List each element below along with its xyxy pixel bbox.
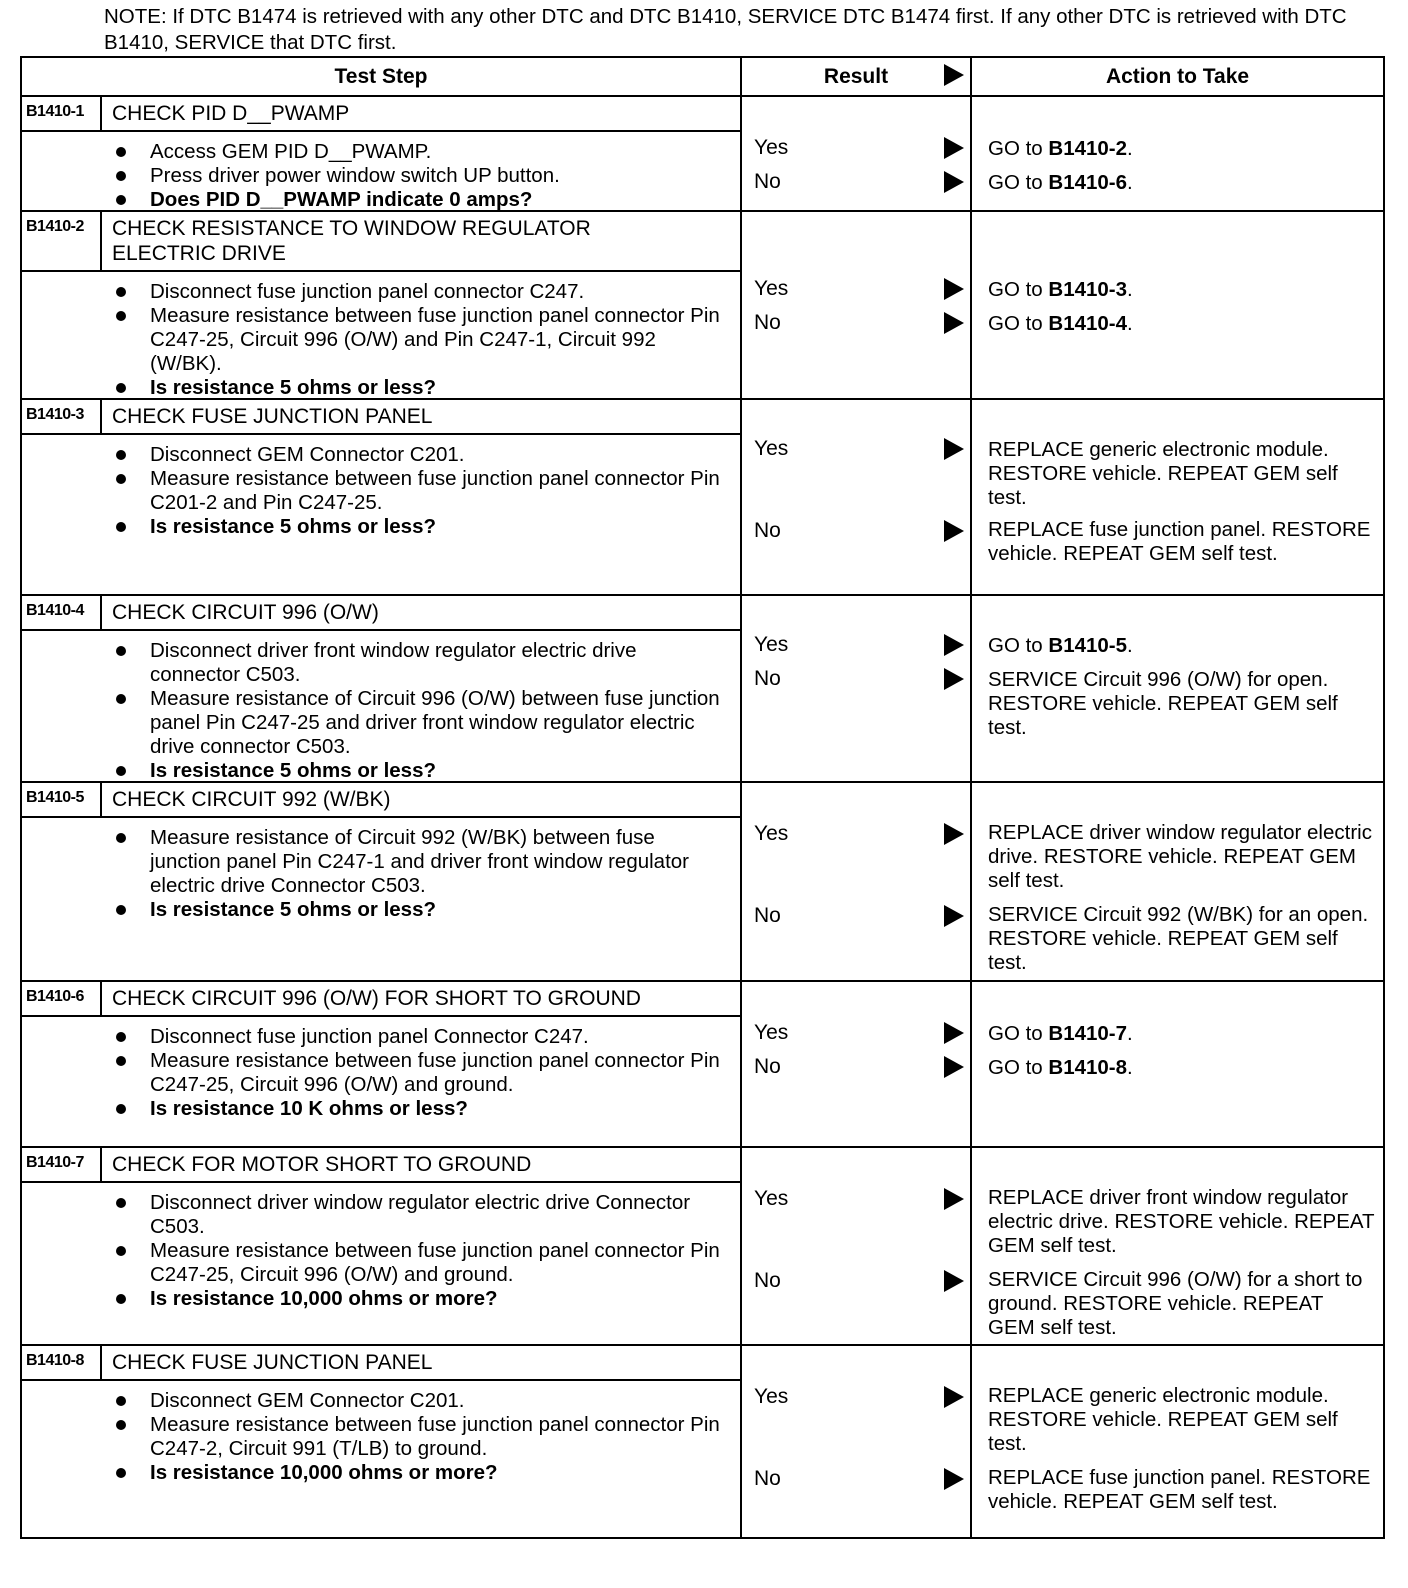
arrow-right-icon (944, 520, 964, 542)
result-yes: Yes (754, 822, 789, 845)
result-yes: Yes (754, 136, 789, 159)
result-yes: Yes (754, 1187, 789, 1210)
result-no: No (754, 904, 781, 927)
step-question: Is resistance 10,000 ohms or more? (150, 1461, 730, 1485)
result-no: No (754, 519, 781, 542)
arrow-right-icon (944, 1022, 964, 1044)
table-row (22, 596, 1383, 783)
list-item: Disconnect GEM Connector C201. (150, 443, 730, 467)
step-id: B1410-2 (22, 212, 102, 270)
step-instructions (22, 132, 740, 220)
test-step-cell (22, 982, 742, 1146)
action-cell (972, 212, 1383, 398)
yes-action: GO to B1410-3. (988, 278, 1133, 301)
header-result-label: Result (823, 64, 889, 88)
result-cell (742, 596, 972, 781)
step-question: Is resistance 5 ohms or less? (150, 898, 730, 922)
list-item: Measure resistance between fuse junction panel connector Pin C247-25, Circuit 996 (O/W) and ground. (150, 1239, 730, 1287)
list-item: Press driver power window switch UP button. (150, 164, 730, 188)
arrow-right-icon (944, 823, 964, 845)
step-question: Is resistance 5 ohms or less? (150, 376, 730, 400)
no-action: GO to B1410-6. (988, 171, 1133, 194)
step-id: B1410-6 (22, 982, 102, 1015)
list-item: Measure resistance between fuse junction panel connector Pin C247-25, Circuit 996 (O/W) and Pin C247-1, Circuit 992 (W/BK). (150, 304, 730, 376)
list-item: Measure resistance between fuse junction panel connector Pin C247-25, Circuit 996 (O/W) and ground. (150, 1049, 730, 1097)
result-no: No (754, 667, 781, 690)
list-item: Disconnect driver window regulator electric drive Connector C503. (150, 1191, 730, 1239)
result-cell (742, 400, 972, 594)
list-item: Measure resistance of Circuit 996 (O/W) between fuse junction panel Pin C247-25 and driver front window regulator electric drive connector C503. (150, 687, 730, 759)
result-yes: Yes (754, 437, 789, 460)
result-cell (742, 1346, 972, 1537)
table-row (22, 212, 1383, 400)
step-instructions (22, 435, 740, 547)
test-step-cell (22, 1148, 742, 1344)
step-question: Is resistance 10 K ohms or less? (150, 1097, 730, 1121)
step-id: B1410-1 (22, 97, 102, 130)
step-id: B1410-3 (22, 400, 102, 433)
list-item: Disconnect GEM Connector C201. (150, 1389, 730, 1413)
step-question: Is resistance 5 ohms or less? (150, 759, 730, 783)
result-cell (742, 97, 972, 210)
arrow-right-icon (944, 171, 964, 193)
no-action: GO to B1410-8. (988, 1056, 1133, 1079)
result-no: No (754, 1055, 781, 1078)
header-result (742, 58, 972, 95)
list-item: Measure resistance between fuse junction panel connector Pin C247-2, Circuit 991 (T/LB) to ground. (150, 1413, 730, 1461)
result-cell (742, 783, 972, 980)
result-no: No (754, 311, 781, 334)
no-action: SERVICE Circuit 996 (O/W) for open. RESTORE vehicle. REPEAT GEM self test. (988, 668, 1338, 739)
result-cell (742, 212, 972, 398)
list-item: Access GEM PID D__PWAMP. (150, 140, 730, 164)
step-instructions (22, 631, 740, 791)
test-step-cell (22, 400, 742, 594)
arrow-right-icon (944, 668, 964, 690)
arrow-right-icon (944, 634, 964, 656)
header-action: Action to Take (1105, 64, 1250, 88)
table-row (22, 97, 1383, 212)
step-instructions (22, 272, 740, 408)
step-question: Is resistance 5 ohms or less? (150, 515, 730, 539)
step-instructions (22, 1183, 740, 1319)
yes-action: REPLACE driver front window regulator electric drive. RESTORE vehicle. REPEAT GEM self test. (988, 1186, 1375, 1257)
step-title: CHECK CIRCUIT 992 (W/BK) (112, 788, 391, 811)
arrow-right-icon (944, 278, 964, 300)
no-action: REPLACE fuse junction panel. RESTORE vehicle. REPEAT GEM self test. (988, 518, 1371, 565)
action-cell (972, 1148, 1383, 1344)
list-item: Disconnect fuse junction panel Connector C247. (150, 1025, 730, 1049)
yes-action: REPLACE generic electronic module. RESTORE vehicle. REPEAT GEM self test. (988, 438, 1338, 509)
arrow-right-icon (944, 1056, 964, 1078)
no-action: REPLACE fuse junction panel. RESTORE vehicle. REPEAT GEM self test. (988, 1466, 1371, 1513)
note-text: NOTE: If DTC B1474 is retrieved with any other DTC and DTC B1410, SERVICE DTC B1474 first. If any other DTC is retrieved with DTC B1410, SERVICE that DTC first. (104, 5, 1347, 54)
action-cell (972, 97, 1383, 210)
step-title: CHECK FOR MOTOR SHORT TO GROUND (112, 1153, 532, 1176)
result-no: No (754, 1467, 781, 1490)
no-action: GO to B1410-4. (988, 312, 1133, 335)
result-yes: Yes (754, 277, 789, 300)
diagnostic-table (20, 56, 1385, 1539)
yes-action: GO to B1410-7. (988, 1022, 1133, 1045)
test-step-cell (22, 1346, 742, 1537)
action-cell (972, 400, 1383, 594)
list-item: Disconnect fuse junction panel connector C247. (150, 280, 730, 304)
step-question: Is resistance 10,000 ohms or more? (150, 1287, 730, 1311)
arrow-right-icon (944, 1270, 964, 1292)
no-action: SERVICE Circuit 996 (O/W) for a short to ground. RESTORE vehicle. REPEAT GEM self test. (988, 1268, 1363, 1339)
result-cell (742, 982, 972, 1146)
result-no: No (754, 170, 781, 193)
step-title: CHECK PID D__PWAMP (112, 102, 350, 125)
test-step-cell (22, 212, 742, 398)
list-item: Disconnect driver front window regulator electric drive connector C503. (150, 639, 730, 687)
step-title: CHECK FUSE JUNCTION PANEL (112, 405, 433, 428)
yes-action: GO to B1410-5. (988, 634, 1133, 657)
table-row (22, 400, 1383, 596)
yes-action: REPLACE driver window regulator electric drive. RESTORE vehicle. REPEAT GEM self test. (988, 821, 1372, 892)
step-question: Does PID D__PWAMP indicate 0 amps? (150, 188, 730, 212)
step-title: CHECK RESISTANCE TO WINDOW REGULATOR ELECTRIC DRIVE (112, 217, 591, 265)
step-title: CHECK CIRCUIT 996 (O/W) FOR SHORT TO GROUND (112, 987, 641, 1010)
test-step-cell (22, 97, 742, 210)
step-instructions (22, 1017, 740, 1129)
yes-action: REPLACE generic electronic module. RESTORE vehicle. REPEAT GEM self test. (988, 1384, 1338, 1455)
step-title: CHECK FUSE JUNCTION PANEL (112, 1351, 433, 1374)
table-row (22, 982, 1383, 1148)
arrow-right-icon (944, 1468, 964, 1490)
table-row (22, 1346, 1383, 1537)
result-yes: Yes (754, 633, 789, 656)
table-header (22, 58, 1383, 97)
list-item: Measure resistance between fuse junction panel connector Pin C201-2 and Pin C247-25. (150, 467, 730, 515)
step-id: B1410-5 (22, 783, 102, 816)
result-cell (742, 1148, 972, 1344)
step-id: B1410-7 (22, 1148, 102, 1181)
arrow-right-icon (944, 438, 964, 460)
list-item: Measure resistance of Circuit 992 (W/BK) between fuse junction panel Pin C247-1 and driver front window regulator electric drive Connector C503. (150, 826, 730, 898)
result-yes: Yes (754, 1385, 789, 1408)
result-no: No (754, 1269, 781, 1292)
action-cell (972, 982, 1383, 1146)
arrow-right-icon (944, 1188, 964, 1210)
yes-action: GO to B1410-2. (988, 137, 1133, 160)
arrow-right-icon (944, 64, 964, 86)
action-cell (972, 596, 1383, 781)
arrow-right-icon (944, 312, 964, 334)
test-step-cell (22, 783, 742, 980)
header-test-step: Test Step (22, 58, 742, 95)
step-instructions (22, 818, 740, 930)
step-instructions (22, 1381, 740, 1493)
arrow-right-icon (944, 137, 964, 159)
step-title: CHECK CIRCUIT 996 (O/W) (112, 601, 379, 624)
test-step-cell (22, 596, 742, 781)
action-cell (972, 1346, 1383, 1537)
arrow-right-icon (944, 905, 964, 927)
table-row (22, 783, 1383, 982)
step-id: B1410-8 (22, 1346, 102, 1379)
step-id: B1410-4 (22, 596, 102, 629)
arrow-right-icon (944, 1386, 964, 1408)
action-cell (972, 783, 1383, 980)
result-yes: Yes (754, 1021, 789, 1044)
no-action: SERVICE Circuit 992 (W/BK) for an open. RESTORE vehicle. REPEAT GEM self test. (988, 903, 1369, 974)
table-row (22, 1148, 1383, 1346)
